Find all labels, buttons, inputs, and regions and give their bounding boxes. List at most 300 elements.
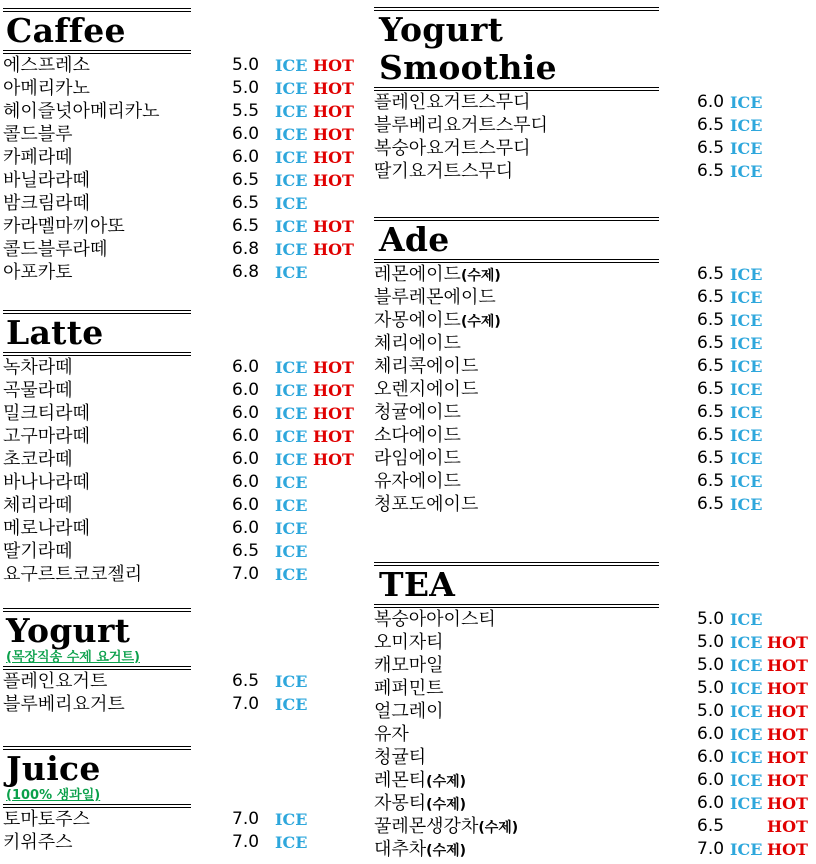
menu-item [3,192,308,215]
menu-item [3,215,354,238]
item-name [3,517,90,540]
item-name [3,563,142,586]
menu-item [3,540,308,563]
item-name [3,261,73,284]
menu-item [3,238,354,261]
ice-badge: ICE [730,656,763,675]
item-name-text: 블루베리요거트스무디 [374,115,548,136]
ice-badge: ICE [730,403,763,422]
item-name-text: 초코라떼 [3,449,73,470]
hot-badge: HOT [767,794,808,813]
ice-badge: ICE [730,794,763,813]
item-name-text: 라임에이드 [374,448,461,469]
hot-badge: HOT [313,450,354,469]
item-name-text: 녹차라떼 [3,357,73,378]
ice-badge: ICE [275,194,308,213]
item-name [3,402,90,425]
section-subtitle: (목장직송 수제 요거트) [6,650,140,665]
menu-item [3,808,308,831]
item-price: 6.0 [232,426,260,446]
item-note: (수제) [426,774,467,790]
item-price: 7.0 [232,832,260,852]
section-caffee [3,8,354,284]
ice-badge: ICE [730,771,763,790]
hot-badge: HOT [767,679,808,698]
hot-badge: HOT [767,633,808,652]
hot-badge: HOT [313,404,354,423]
item-name [374,378,478,401]
item-name [3,77,90,100]
item-price: 6.5 [697,402,725,422]
item-name-text: 페퍼민트 [374,678,444,699]
menu-item [3,563,308,586]
item-name [374,114,548,137]
section-yogurt-smoothie [374,7,763,183]
item-price: 6.0 [697,724,725,744]
item-price: 5.0 [697,678,725,698]
menu-item [374,677,808,700]
item-name-text: 플레인요거트 [3,671,108,692]
item-price: 6.5 [697,138,725,158]
ice-badge: ICE [730,633,763,652]
item-name [374,769,466,794]
section-title: Yogurt Smoothie [379,10,557,87]
menu-item [3,471,308,494]
ice-badge: ICE [730,311,763,330]
item-price: 6.8 [232,262,260,282]
menu-item [374,769,808,792]
item-name-text: 체리라떼 [3,495,73,516]
item-list [374,91,763,183]
section-ade [374,217,763,516]
item-name-text: 콜드블루 [3,124,73,145]
item-name [374,309,501,334]
item-name [374,401,461,424]
menu-item [374,332,763,355]
item-price: 6.0 [697,770,725,790]
item-price: 6.0 [232,124,260,144]
item-name-text: 토마토주스 [3,809,90,830]
ice-badge: ICE [275,473,308,492]
item-name-text: 고구마라떼 [3,426,90,447]
item-price: 5.0 [697,701,725,721]
item-name [374,654,444,677]
ice-badge: ICE [730,334,763,353]
item-name [374,160,513,183]
item-price: 7.0 [232,809,260,829]
item-name [3,238,107,261]
ice-badge: ICE [275,79,308,98]
hot-badge: HOT [313,358,354,377]
ice-badge: ICE [730,139,763,158]
item-name [374,137,531,160]
section-title: Ade [379,220,450,259]
hot-badge: HOT [313,56,354,75]
section-title: Yogurt [6,611,131,650]
ice-badge: ICE [730,472,763,491]
item-price: 6.5 [232,671,260,691]
menu-item [3,517,308,540]
ice-badge: ICE [730,265,763,284]
item-name [3,379,73,402]
item-note: (수제) [460,268,501,284]
hot-badge: HOT [313,217,354,236]
ice-badge: ICE [275,263,308,282]
item-price: 6.0 [232,518,260,538]
item-name-text: 오미자티 [374,632,444,653]
menu-item [374,792,808,815]
ice-badge: ICE [730,679,763,698]
item-price: 5.0 [697,632,725,652]
item-price: 7.0 [697,839,725,859]
hot-badge: HOT [767,771,808,790]
ice-badge: ICE [730,288,763,307]
section-juice [3,746,308,854]
item-name [374,355,478,378]
item-name-text: 블루레몬에이드 [374,287,496,308]
menu-item [3,831,308,854]
item-name [3,169,90,192]
ice-badge: ICE [730,116,763,135]
section-title: Juice [6,749,101,788]
item-list [374,608,808,861]
item-price: 6.0 [232,495,260,515]
menu-item [3,77,354,100]
menu-item [374,746,808,769]
ice-badge: ICE [730,162,763,181]
item-price: 6.0 [232,472,260,492]
item-name-text: 메로나라떼 [3,518,90,539]
item-name-text: 딸기라떼 [3,541,73,562]
ice-badge: ICE [730,93,763,112]
item-name-text: 바나나라떼 [3,472,90,493]
item-note: (수제) [460,314,501,330]
item-price: 6.5 [697,264,725,284]
menu-item [374,286,763,309]
ice-badge: ICE [730,380,763,399]
item-name [374,838,466,863]
item-name [3,356,73,379]
menu-item [3,448,354,471]
menu-item [374,378,763,401]
item-name [374,631,444,654]
menu-item [3,100,354,123]
item-name-text: 체리콕에이드 [374,356,479,377]
item-name-text: 레몬티 [374,770,427,791]
item-name [374,493,478,516]
item-name [3,146,73,169]
hot-badge: HOT [313,240,354,259]
item-name [3,100,160,123]
item-name [3,693,125,716]
item-name-text: 곡물라떼 [3,380,73,401]
item-name [3,808,90,831]
menu-item [3,402,354,425]
item-name-text: 딸기요거트스무디 [374,161,514,182]
item-name-text: 헤이즐넛아메리카노 [3,101,160,122]
item-price: 6.0 [232,403,260,423]
item-name-text: 오렌지에이드 [374,379,479,400]
item-name-text: 체리에이드 [374,333,461,354]
ice-badge: ICE [275,171,308,190]
menu-item [374,838,808,861]
item-name [3,540,73,563]
item-name-text: 밀크티라떼 [3,403,90,424]
item-price: 7.0 [232,564,260,584]
section-yogurt [3,608,308,716]
hot-badge: HOT [767,725,808,744]
hot-badge: HOT [313,171,354,190]
item-price: 6.5 [697,448,725,468]
ice-badge: ICE [730,495,763,514]
menu-item [3,169,354,192]
item-price: 6.8 [232,239,260,259]
ice-badge: ICE [275,217,308,236]
item-name-text: 밤크림라떼 [3,193,90,214]
ice-badge: ICE [275,672,308,691]
item-price: 5.0 [232,78,260,98]
item-note: (수제) [426,797,467,813]
menu-item [374,263,763,286]
item-name-text: 바닐라라떼 [3,170,90,191]
item-name-text: 꿀레몬생강차 [374,816,479,837]
ice-badge: ICE [730,840,763,859]
item-name-text: 복숭아요거트스무디 [374,138,531,159]
item-note: (수제) [426,843,467,859]
item-price: 5.0 [232,55,260,75]
item-name [3,215,125,238]
hot-badge: HOT [313,102,354,121]
hot-badge: HOT [767,748,808,767]
item-list [374,263,763,516]
item-price: 6.5 [232,170,260,190]
item-name [3,123,73,146]
ice-badge: ICE [275,427,308,446]
menu-item [3,146,354,169]
item-price: 6.5 [697,356,725,376]
menu-item [374,654,808,677]
item-name [374,91,531,114]
item-name-text: 청귤에이드 [374,402,461,423]
menu-item [3,356,354,379]
ice-badge: ICE [730,725,763,744]
ice-badge: ICE [275,148,308,167]
ice-badge: ICE [730,357,763,376]
item-price: 5.0 [697,655,725,675]
item-name-text: 에스프레소 [3,55,90,76]
menu-item [374,424,763,447]
item-price: 6.5 [697,161,725,181]
item-name-text: 캐모마일 [374,655,444,676]
hot-badge: HOT [767,817,808,836]
menu-item [374,137,763,160]
ice-badge: ICE [275,240,308,259]
section-subtitle: (100% 생과일) [6,788,101,803]
menu-item [3,494,308,517]
item-price: 6.5 [697,287,725,307]
item-name [374,332,461,355]
item-name-text: 레몬에이드 [374,264,461,285]
item-name [3,54,90,77]
item-name-text: 유자 [374,724,409,745]
item-price: 6.0 [232,449,260,469]
item-name [374,746,426,769]
ice-badge: ICE [275,358,308,377]
ice-badge: ICE [730,702,763,721]
item-price: 5.0 [697,609,725,629]
menu-item [374,470,763,493]
item-name-text: 아메리카노 [3,78,90,99]
item-price: 6.0 [232,380,260,400]
item-name-text: 대추차 [374,839,427,860]
hot-badge: HOT [313,125,354,144]
item-name-text: 청귤티 [374,747,427,768]
section-title: TEA [379,565,456,604]
item-name-text: 카페라떼 [3,147,73,168]
menu-item [374,815,808,838]
item-name-text: 요구르트코코젤리 [3,564,143,585]
ice-badge: ICE [730,449,763,468]
item-price: 6.5 [697,310,725,330]
menu-item [374,91,763,114]
ice-badge: ICE [275,496,308,515]
menu-item [374,700,808,723]
item-price: 6.0 [697,92,725,112]
item-price: 6.5 [232,193,260,213]
item-name-text: 자몽티 [374,793,427,814]
hot-badge: HOT [767,840,808,859]
item-name [3,471,90,494]
menu-item [3,379,354,402]
item-name-text: 블루베리요거트 [3,694,125,715]
ice-badge: ICE [275,565,308,584]
item-price: 6.5 [697,425,725,445]
item-name-text: 콜드블루라떼 [3,239,108,260]
item-list [3,670,308,716]
item-price: 6.5 [697,333,725,353]
menu-item [374,447,763,470]
ice-badge: ICE [730,610,763,629]
menu-item [3,123,354,146]
item-price: 6.0 [697,747,725,767]
hot-badge: HOT [313,427,354,446]
hot-badge: HOT [767,656,808,675]
menu-item [374,608,763,631]
section-title: Latte [6,313,104,352]
item-name-text: 청포도에이드 [374,494,479,515]
item-name-text: 복숭아아이스티 [374,609,496,630]
item-name [374,792,466,817]
item-name [374,447,461,470]
ice-badge: ICE [275,381,308,400]
item-name-text: 카라멜마끼아또 [3,216,125,237]
item-name [374,424,461,447]
menu-item [374,114,763,137]
item-name [374,286,496,309]
menu-item [374,723,808,746]
hot-badge: HOT [313,79,354,98]
menu-item [374,493,763,516]
hot-badge: HOT [313,381,354,400]
item-name-text: 자몽에이드 [374,310,461,331]
ice-badge: ICE [275,450,308,469]
item-price: 6.5 [697,494,725,514]
item-name [3,448,73,471]
menu-item [374,355,763,378]
item-name [3,192,90,215]
item-name [374,815,518,840]
item-name [374,470,461,493]
ice-badge: ICE [730,748,763,767]
item-name-text: 얼그레이 [374,701,444,722]
item-price: 6.5 [697,379,725,399]
item-price: 6.5 [232,216,260,236]
hot-badge: HOT [313,148,354,167]
section-tea [374,562,808,861]
item-name [374,263,501,288]
item-name [3,670,107,693]
menu-item [3,693,308,716]
item-name [3,425,90,448]
ice-badge: ICE [275,810,308,829]
menu-item [3,54,354,77]
menu-item [374,309,763,332]
menu-item [3,670,308,693]
menu-item [3,425,354,448]
ice-badge: ICE [275,102,308,121]
hot-badge: HOT [767,702,808,721]
item-price: 6.0 [697,793,725,813]
item-name-text: 소다에이드 [374,425,461,446]
item-price: 7.0 [232,694,260,714]
menu-item [374,631,808,654]
item-price: 6.5 [232,541,260,561]
item-name-text: 플레인요거트스무디 [374,92,531,113]
ice-badge: ICE [275,833,308,852]
item-list [3,54,354,284]
ice-badge: ICE [275,125,308,144]
item-list [3,356,354,586]
item-name [374,608,496,631]
item-name-text: 아포카토 [3,262,73,283]
section-latte [3,310,354,586]
ice-badge: ICE [275,695,308,714]
item-price: 6.5 [697,471,725,491]
item-price: 5.5 [232,101,260,121]
item-price: 6.5 [697,816,725,836]
menu-item [374,160,763,183]
item-note: (수제) [478,820,519,836]
item-name-text: 키위주스 [3,832,73,853]
item-list [3,808,308,854]
ice-badge: ICE [275,404,308,423]
ice-badge: ICE [275,56,308,75]
item-name [374,723,409,746]
section-title: Caffee [6,11,126,50]
ice-badge: ICE [275,542,308,561]
menu-item [3,261,308,284]
ice-badge: ICE [275,519,308,538]
item-name [3,831,73,854]
item-price: 6.0 [232,147,260,167]
item-name-text: 유자에이드 [374,471,461,492]
ice-badge: ICE [730,426,763,445]
item-name [374,677,444,700]
item-name [374,700,444,723]
item-name [3,494,73,517]
item-price: 6.5 [697,115,725,135]
menu-item [374,401,763,424]
